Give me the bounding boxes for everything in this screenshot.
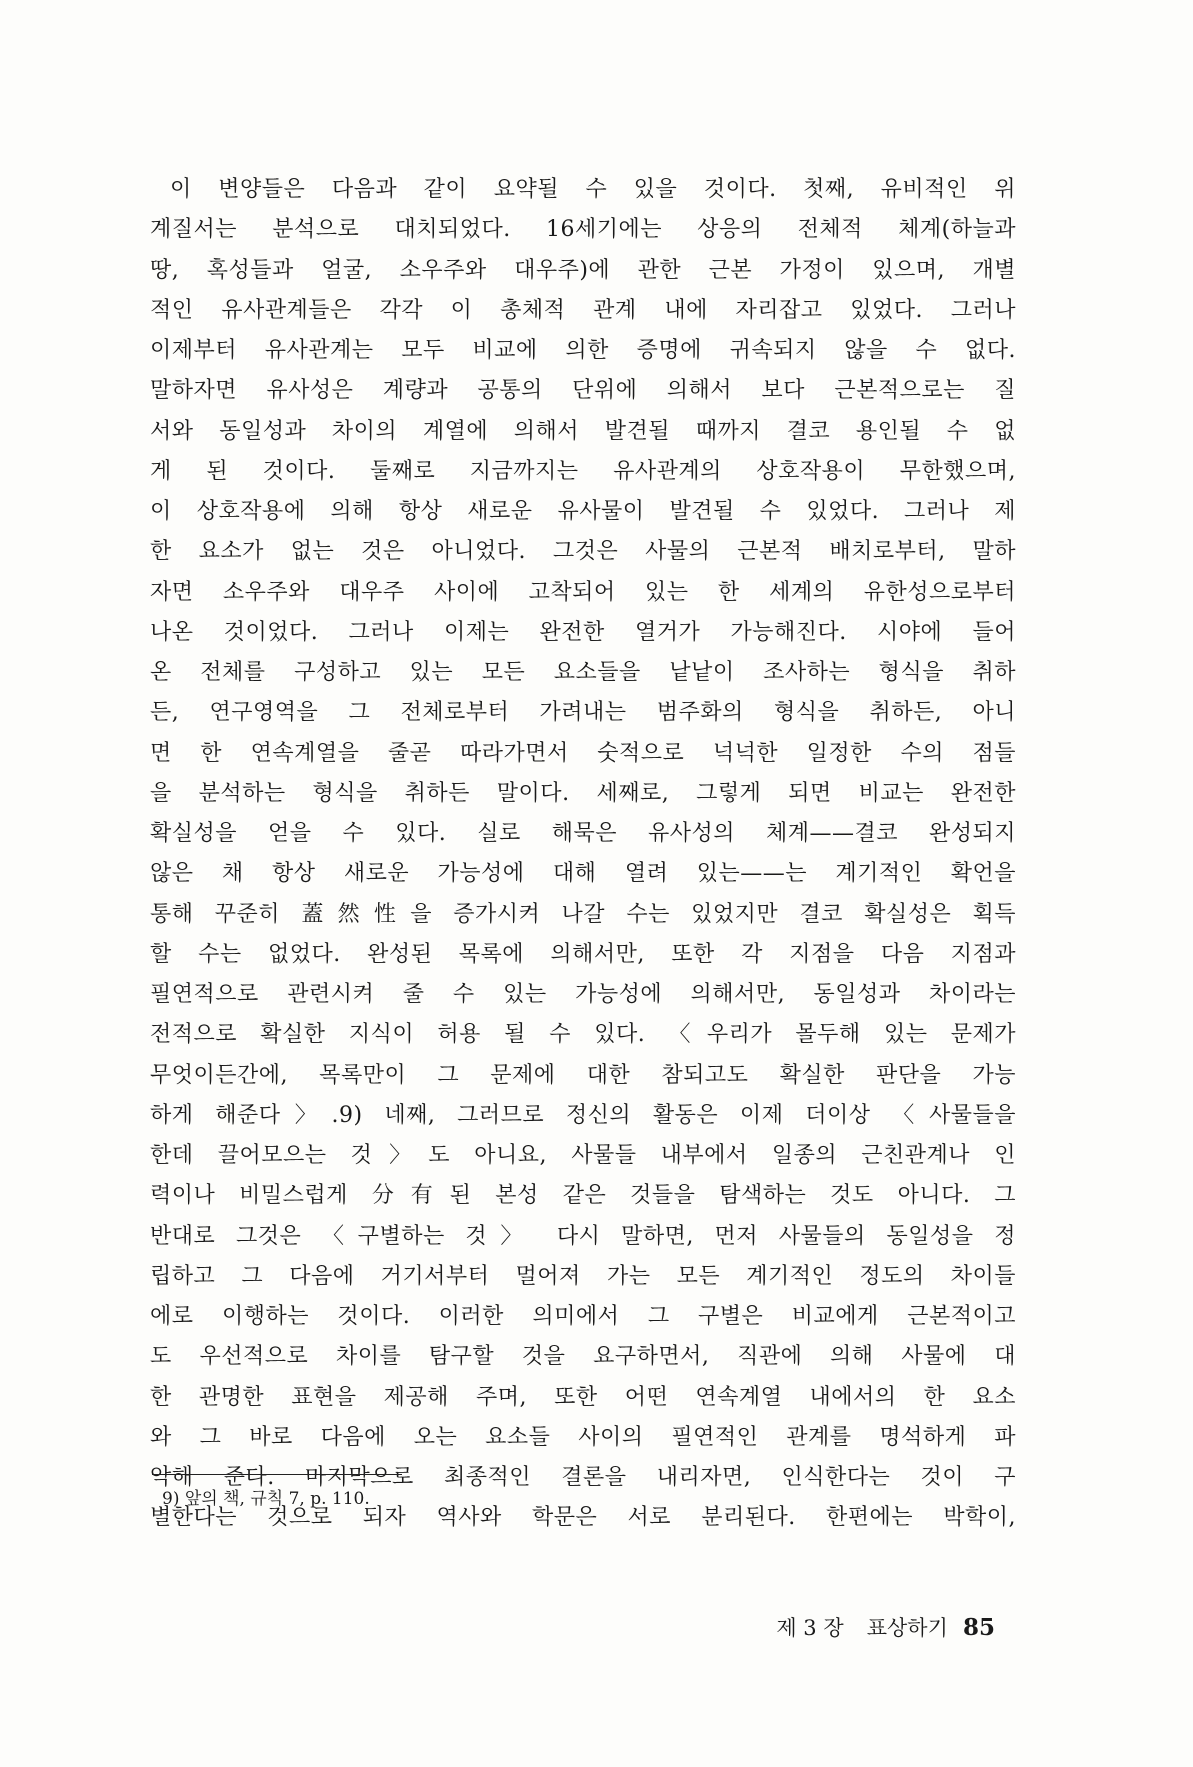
body-line: 립하고 그 다음에 거기서부터 멀어져 가는 모든 계기적인 정도의 차이들: [150, 1263, 1016, 1289]
body-line: 이제부터 유사관계는 모두 비교에 의한 증명에 귀속되지 않을 수 없다.: [150, 338, 1016, 363]
body-line: 땅, 혹성들과 얼굴, 소우주와 대우주)에 관한 근본 가정이 있으며, 개별: [150, 257, 1016, 283]
running-footer: [776, 1612, 995, 1642]
body-line: 하게 해준다〉.9) 네째, 그러므로 정신의 활동은 이제 더이상 〈사물들을: [150, 1102, 1016, 1128]
body-line: 적인 유사관계들은 각각 이 총체적 관계 내에 자리잡고 있었다. 그러나: [150, 297, 1016, 323]
body-line: 반대로 그것은 〈구별하는 것〉 다시 말하면, 먼저 사물들의 동일성을 정: [150, 1223, 1016, 1249]
chapter-label: 제 3 장: [776, 1616, 844, 1640]
body-line: 자면 소우주와 대우주 사이에 고착되어 있는 한 세계의 유한성으로부터: [150, 579, 1016, 605]
body-line: 이 변양들은 다음과 같이 요약될 수 있을 것이다. 첫째, 유비적인 위: [170, 177, 1016, 202]
body-line: 한 요소가 없는 것은 아니었다. 그것은 사물의 근본적 배치로부터, 말하: [150, 539, 1016, 565]
body-line: 온 전체를 구성하고 있는 모든 요소들을 낱낱이 조사하는 형식을 취하: [150, 660, 1016, 685]
body-line: 필연적으로 관련시켜 줄 수 있는 가능성에 의해서만, 동일성과 차이라는: [150, 982, 1016, 1007]
body-line: 않은 채 항상 새로운 가능성에 대해 열려 있는——는 계기적인 확언을: [150, 861, 1016, 887]
body-line: 계질서는 분석으로 대치되었다. 16세기에는 상응의 전체적 체계(하늘과: [150, 217, 1016, 243]
body-line: 전적으로 확실한 지식이 허용 될 수 있다. 〈우리가 몰두해 있는 문제가: [150, 1022, 1016, 1048]
body-text: [150, 170, 1016, 1539]
body-line: 나온 것이었다. 그러나 이제는 완전한 열거가 가능해진다. 시야에 들어: [150, 619, 1016, 645]
body-line: 별한다는 것으로 되자 역사와 학문은 서로 분리된다. 한편에는 박학이,: [150, 1505, 1016, 1531]
body-line: 력이나 비밀스럽게 分有된 본성 같은 것들을 탐색하는 것도 아니다. 그: [150, 1183, 1016, 1209]
body-line: 면 한 연속계열을 줄곧 따라가면서 숫적으로 넉넉한 일정한 수의 점들: [150, 740, 1016, 766]
body-line: 서와 동일성과 차이의 계열에 의해서 발견될 때까지 결코 용인될 수 없: [150, 418, 1016, 444]
body-line: 악해 준다. 마지막으로 최종적인 결론을 내리자면, 인식한다는 것이 구: [150, 1465, 1016, 1490]
body-line: 게 된 것이다. 둘째로 지금까지는 유사관계의 상호작용이 무한했으며,: [150, 458, 1016, 484]
body-line: 통해 꾸준히 蓋然性을 증가시켜 나갈 수는 있었지만 결코 확실성은 획득: [150, 901, 1016, 927]
body-line: 을 분석하는 형식을 취하든 말이다. 세째로, 그렇게 되면 비교는 완전한: [150, 780, 1016, 806]
footnote: 9) 앞의 책, 규칙 7, p. 110.: [162, 1489, 370, 1509]
body-line: 든, 연구영역을 그 전체로부터 가려내는 범주화의 형식을 취하든, 아니: [150, 700, 1016, 726]
body-line: 도 우선적으로 차이를 탐구할 것을 요구하면서, 직관에 의해 사물에 대: [150, 1344, 1016, 1370]
page-number: 85: [962, 1614, 995, 1641]
body-line: 무엇이든간에, 목록만이 그 문제에 대한 참되고도 확실한 판단을 가능: [150, 1062, 1016, 1088]
body-line: 말하자면 유사성은 계량과 공통의 단위에 의해서 보다 근본적으로는 질: [150, 378, 1016, 404]
section-title: 표상하기: [866, 1616, 948, 1640]
footnote-divider: [152, 1474, 402, 1475]
body-line: 할 수는 없었다. 완성된 목록에 의해서만, 또한 각 지점을 다음 지점과: [150, 941, 1016, 967]
body-line: 한 관명한 표현을 제공해 주며, 또한 어떤 연속계열 내에서의 한 요소: [150, 1384, 1016, 1410]
body-line: 와 그 바로 다음에 오는 요소들 사이의 필연적인 관계를 명석하게 파: [150, 1424, 1016, 1450]
body-line: 에로 이행하는 것이다. 이러한 의미에서 그 구별은 비교에게 근본적이고: [150, 1304, 1016, 1329]
body-line: 확실성을 얻을 수 있다. 실로 해묵은 유사성의 체계——결코 완성되지: [150, 821, 1016, 846]
body-line: 한데 끌어모으는 것〉도 아니요, 사물들 내부에서 일종의 근친관계나 인: [150, 1143, 1016, 1168]
body-line: 이 상호작용에 의해 항상 새로운 유사물이 발견될 수 있었다. 그러나 제: [150, 499, 1016, 524]
